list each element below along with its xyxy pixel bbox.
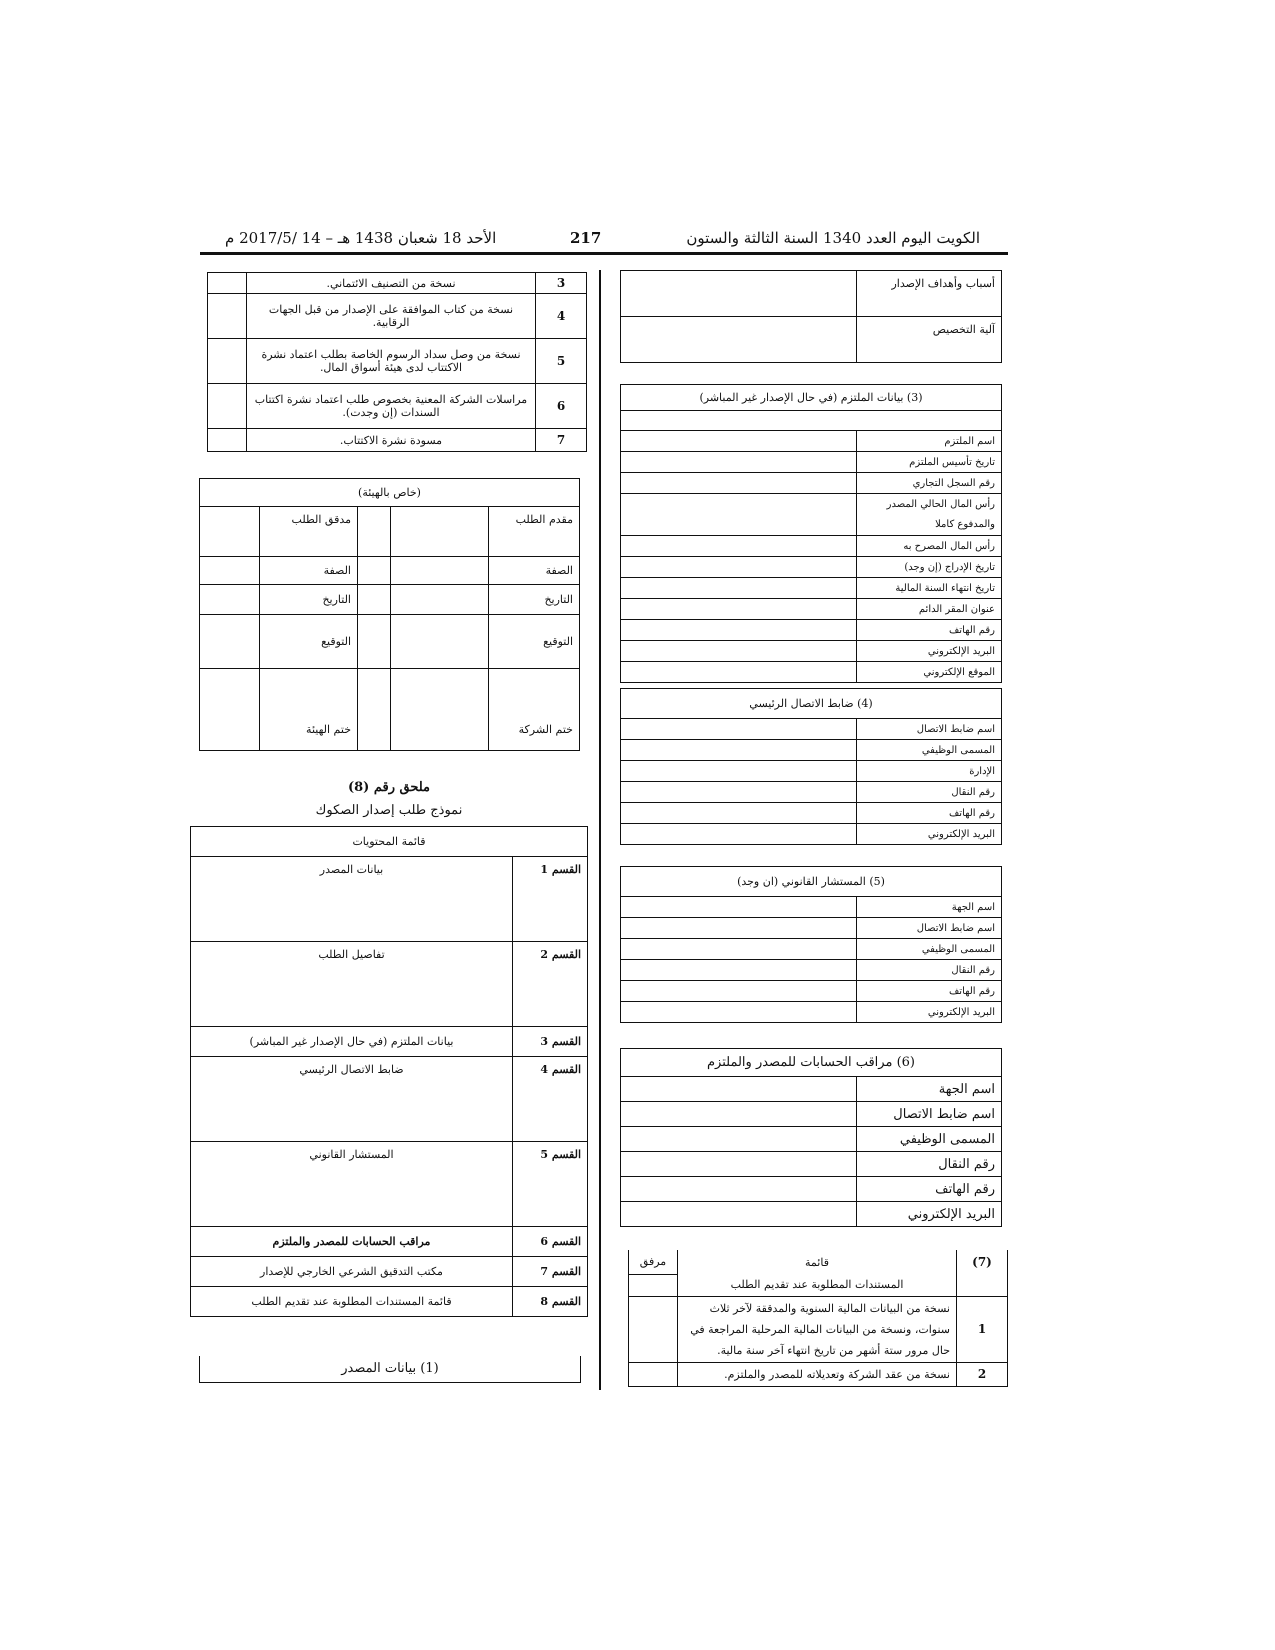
contact-row-value (621, 761, 857, 782)
doc-text: مراسلات الشركة المعنية بخصوص طلب اعتماد نشرة اكتتاب السندات (إن وجدت). (247, 384, 536, 429)
obligor-row-value (621, 578, 857, 599)
auditor-row-value (621, 1152, 857, 1177)
doc-text: نسخة من التصنيف الائتماني. (247, 273, 536, 294)
obligor-row-value (621, 599, 857, 620)
spacer-row (621, 411, 1002, 431)
obligor-row-label: تاريخ تأسيس الملتزم (857, 452, 1002, 473)
auditor-row-value (621, 1202, 857, 1227)
contact-row-value (621, 782, 857, 803)
contact-row-value (621, 719, 857, 740)
spacer-cell (957, 1274, 1008, 1296)
legal-title: (5) المستشار القانوني (ان وجد) (621, 867, 1002, 897)
company-stamp-value (391, 669, 489, 751)
contact-title: (4) ضابط الاتصال الرئيسي (621, 689, 1002, 719)
applicant-signature-value (391, 615, 489, 669)
legal-row-label: المسمى الوظيفي (857, 939, 1002, 960)
doc-num: 4 (536, 294, 587, 339)
obligor-row-value (621, 452, 857, 473)
obligor-row-value (621, 557, 857, 578)
obligor-row-value (621, 662, 857, 683)
obligor-row-value (621, 536, 857, 557)
toc-section-label: القسم 7 (513, 1257, 588, 1287)
doc-num: 6 (536, 384, 587, 429)
doc-num: 5 (536, 339, 587, 384)
doc-check-cell (208, 294, 247, 339)
toc-title: قائمة المحتويات (191, 827, 588, 857)
legal-row-label: رقم الهاتف (857, 981, 1002, 1002)
header-rule (200, 252, 1008, 255)
auditor-signature-label: التوقيع (260, 615, 358, 669)
header-issue: الكويت اليوم العدد 1340 السنة الثالثة والستون (686, 229, 980, 247)
toc-section-text: تفاصيل الطلب (191, 942, 513, 1027)
doc-check-cell (208, 273, 247, 294)
spacer-cell (358, 669, 391, 751)
obligor-row-label: رقم الهاتف (857, 620, 1002, 641)
applicant-capacity-value (391, 557, 489, 585)
obligor-row-label: تاريخ انتهاء السنة المالية (857, 578, 1002, 599)
legal-row-value (621, 918, 857, 939)
auditor-signature-value (200, 615, 260, 669)
required-attach-label: مرفق (629, 1250, 678, 1274)
spacer-cell (629, 1274, 678, 1296)
toc-section-text: مراقب الحسابات للمصدر والملتزم (191, 1227, 513, 1257)
toc-section-text: بيانات المصدر (191, 857, 513, 942)
allocation-value (621, 317, 857, 363)
legal-row-value (621, 897, 857, 918)
doc-check-cell (208, 384, 247, 429)
doc-text: مسودة نشرة الاكتتاب. (247, 429, 536, 452)
obligor-row-value (621, 431, 857, 452)
contact-row-label: رقم الهاتف (857, 803, 1002, 824)
auditor-date-label: التاريخ (260, 585, 358, 615)
doc-num: 3 (536, 273, 587, 294)
issuer-data-box (199, 1356, 581, 1383)
obligor-row-label: اسم الملتزم (857, 431, 1002, 452)
required-item-text: نسخة من عقد الشركة وتعديلاته للمصدر والملتزم. (678, 1362, 957, 1386)
legal-advisor-table (620, 866, 1002, 1023)
auditor-row-label: اسم الجهة (857, 1077, 1002, 1102)
documents-continued-table (207, 272, 587, 452)
toc-section-label: القسم 2 (513, 942, 588, 1027)
obligor-row-label: رقم السجل التجاري (857, 473, 1002, 494)
obligor-row-value (621, 641, 857, 662)
applicant-value (391, 507, 489, 557)
purpose-table (620, 270, 1002, 363)
required-item-number: 2 (957, 1362, 1008, 1386)
obligor-row-value (621, 620, 857, 641)
toc-table (190, 826, 588, 1317)
purpose-label: أسباب وأهداف الإصدار (857, 271, 1002, 317)
required-section-number: (7) (957, 1250, 1008, 1274)
auditor-table (620, 1048, 1002, 1227)
authority-stamp-value (200, 669, 260, 751)
authority-title: (خاص بالهيئة) (200, 479, 580, 507)
auditor-row-label: رقم الهاتف (857, 1177, 1002, 1202)
spacer-cell (358, 557, 391, 585)
applicant-label: مقدم الطلب (489, 507, 580, 557)
obligor-row-label: البريد الإلكتروني (857, 641, 1002, 662)
spacer-cell (358, 507, 391, 557)
contact-row-label: البريد الإلكتروني (857, 824, 1002, 845)
auditor-label: مدقق الطلب (260, 507, 358, 557)
contact-row-value (621, 803, 857, 824)
toc-section-label: القسم 6 (513, 1227, 588, 1257)
contact-row-label: رقم النقال (857, 782, 1002, 803)
doc-num: 7 (536, 429, 587, 452)
toc-section-label: القسم 3 (513, 1027, 588, 1057)
required-item-number: 1 (957, 1296, 1008, 1362)
toc-section-label: القسم 4 (513, 1057, 588, 1142)
doc-check-cell (208, 429, 247, 452)
auditor-row-label: اسم ضابط الاتصال (857, 1102, 1002, 1127)
obligor-row-label: رأس المال المصرح به (857, 536, 1002, 557)
auditor-row-label: رقم النقال (857, 1152, 1002, 1177)
contact-row-label: اسم ضابط الاتصال (857, 719, 1002, 740)
auditor-row-value (621, 1177, 857, 1202)
obligor-row-label: الموقع الإلكتروني (857, 662, 1002, 683)
obligor-row-label: رأس المال الحالي المصدر والمدفوع كاملا (857, 494, 1002, 536)
auditor-row-value (621, 1127, 857, 1152)
auditor-date-value (200, 585, 260, 615)
auditor-row-label: البريد الإلكتروني (857, 1202, 1002, 1227)
obligor-row-label: تاريخ الإدراج (إن وجد) (857, 557, 1002, 578)
required-subtitle: المستندات المطلوبة عند تقديم الطلب (678, 1274, 957, 1296)
legal-row-value (621, 981, 857, 1002)
auditor-row-value (621, 1077, 857, 1102)
contact-row-label: المسمى الوظيفي (857, 740, 1002, 761)
authority-table (199, 478, 580, 751)
contact-row-value (621, 740, 857, 761)
auditor-title: (6) مراقب الحسابات للمصدر والملتزم (621, 1049, 1002, 1077)
legal-row-label: رقم النقال (857, 960, 1002, 981)
applicant-date-value (391, 585, 489, 615)
required-item-text: نسخة من البيانات المالية السنوية والمدققة لآخر ثلاث سنوات، ونسخة من البيانات المالية المرحلية المراجعة في حال مرور ستة أشهر من تاريخ انتهاء آخر سنة مالية. (678, 1296, 957, 1362)
required-list-label: قائمة (678, 1250, 957, 1274)
auditor-capacity-label: الصفة (260, 557, 358, 585)
toc-section-text: قائمة المستندات المطلوبة عند تقديم الطلب (191, 1287, 513, 1317)
toc-section-text: بيانات الملتزم (في حال الإصدار غير المباشر) (191, 1027, 513, 1057)
toc-section-text: ضابط الاتصال الرئيسي (191, 1057, 513, 1142)
applicant-date-label: التاريخ (489, 585, 580, 615)
column-divider (599, 270, 601, 1390)
company-stamp-label: ختم الشركة (489, 669, 580, 751)
annex-title: ملحق رقم (8) (347, 780, 431, 795)
legal-row-label: البريد الإلكتروني (857, 1002, 1002, 1023)
toc-section-text: مكتب التدقيق الشرعي الخارجي للإصدار (191, 1257, 513, 1287)
obligor-row-label: عنوان المقر الدائم (857, 599, 1002, 620)
legal-row-value (621, 960, 857, 981)
toc-section-text: المستشار القانوني (191, 1142, 513, 1227)
legal-row-label: اسم الجهة (857, 897, 1002, 918)
applicant-signature-label: التوقيع (489, 615, 580, 669)
auditor-value (200, 507, 260, 557)
toc-section-label: القسم 5 (513, 1142, 588, 1227)
doc-text: نسخة من وصل سداد الرسوم الخاصة بطلب اعتماد نشرة الاكتتاب لدى هيئة أسواق المال. (247, 339, 536, 384)
legal-row-value (621, 1002, 857, 1023)
applicant-capacity-label: الصفة (489, 557, 580, 585)
spacer-cell (358, 585, 391, 615)
obligor-table (620, 384, 1002, 683)
contact-table (620, 688, 1002, 845)
header-page-number: 217 (570, 229, 602, 247)
obligor-title: (3) بيانات الملتزم (في حال الإصدار غير المباشر) (621, 385, 1002, 411)
auditor-capacity-value (200, 557, 260, 585)
spacer-cell (358, 615, 391, 669)
legal-row-label: اسم ضابط الاتصال (857, 918, 1002, 939)
issuer-data-title: (1) بيانات المصدر (341, 1361, 439, 1376)
contact-row-value (621, 824, 857, 845)
toc-section-label: القسم 1 (513, 857, 588, 942)
auditor-row-value (621, 1102, 857, 1127)
required-item-check (629, 1362, 678, 1386)
legal-row-value (621, 939, 857, 960)
purpose-value (621, 271, 857, 317)
doc-check-cell (208, 339, 247, 384)
annex-subtitle: نموذج طلب إصدار الصكوك (315, 803, 463, 818)
authority-stamp-label: ختم الهيئة (260, 669, 358, 751)
header-date: الأحد 18 شعبان 1438 هـ – 14 /2017/5 م (225, 229, 497, 247)
doc-text: نسخة من كتاب الموافقة على الإصدار من قبل الجهات الرقابية. (247, 294, 536, 339)
contact-row-label: الإدارة (857, 761, 1002, 782)
allocation-label: آلية التخصيص (857, 317, 1002, 363)
auditor-row-label: المسمى الوظيفي (857, 1127, 1002, 1152)
toc-section-label: القسم 8 (513, 1287, 588, 1317)
required-docs-table (628, 1250, 1008, 1387)
required-item-check (629, 1296, 678, 1362)
obligor-row-value (621, 473, 857, 494)
obligor-row-value (621, 494, 857, 536)
